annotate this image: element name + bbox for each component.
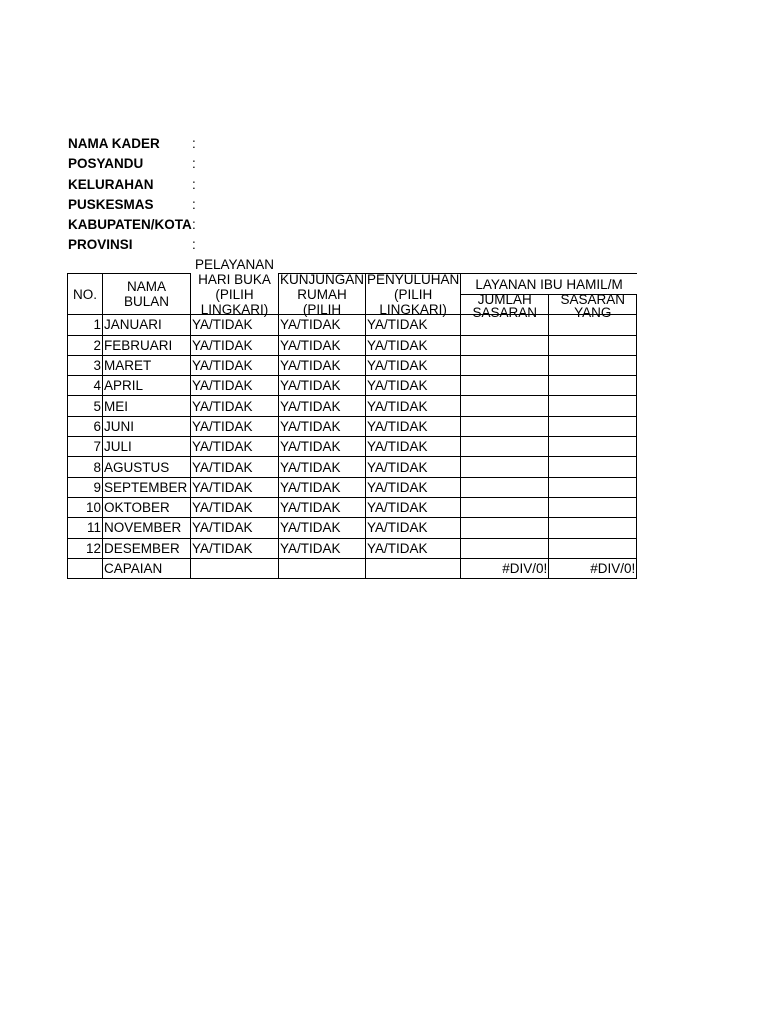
table-row bbox=[68, 457, 637, 477]
field-colon: : bbox=[192, 136, 196, 151]
row-jumlah bbox=[461, 497, 549, 517]
row-kunjungan: YA/TIDAK bbox=[279, 497, 366, 517]
row-pelayanan: YA/TIDAK bbox=[191, 437, 279, 457]
capaian-penyuluhan bbox=[366, 558, 461, 578]
field-label: POSYANDU bbox=[68, 156, 144, 172]
row-bulan: JANUARI bbox=[103, 315, 191, 335]
row-penyuluhan: YA/TIDAK bbox=[366, 335, 461, 355]
row-sasaran bbox=[549, 396, 637, 416]
field-label: KABUPATEN/KOTA bbox=[68, 217, 192, 233]
row-jumlah bbox=[461, 538, 549, 558]
table-row bbox=[68, 538, 637, 558]
row-bulan: JUNI bbox=[103, 416, 191, 436]
row-jumlah bbox=[461, 477, 549, 497]
row-penyuluhan: YA/TIDAK bbox=[366, 416, 461, 436]
capaian-label: CAPAIAN bbox=[103, 558, 191, 578]
row-penyuluhan: YA/TIDAK bbox=[366, 315, 461, 335]
row-no: 7 bbox=[68, 437, 103, 457]
row-no: 3 bbox=[68, 355, 103, 375]
row-kunjungan: YA/TIDAK bbox=[279, 396, 366, 416]
row-bulan: OKTOBER bbox=[103, 497, 191, 517]
field-colon: : bbox=[192, 217, 196, 233]
row-bulan: APRIL bbox=[103, 376, 191, 396]
row-jumlah bbox=[461, 416, 549, 436]
header-jumlah-sasaran: JUMLAH SASARAN bbox=[461, 295, 549, 315]
row-no: 8 bbox=[68, 457, 103, 477]
row-jumlah bbox=[461, 518, 549, 538]
row-pelayanan: YA/TIDAK bbox=[191, 315, 279, 335]
row-penyuluhan: YA/TIDAK bbox=[366, 437, 461, 457]
row-sasaran bbox=[549, 477, 637, 497]
row-kunjungan: YA/TIDAK bbox=[279, 335, 366, 355]
row-no: 2 bbox=[68, 335, 103, 355]
row-sasaran bbox=[549, 355, 637, 375]
row-penyuluhan: YA/TIDAK bbox=[366, 538, 461, 558]
table-row bbox=[68, 437, 637, 457]
capaian-pelayanan bbox=[191, 558, 279, 578]
field-colon: : bbox=[192, 156, 196, 172]
row-bulan: JULI bbox=[103, 437, 191, 457]
row-kunjungan: YA/TIDAK bbox=[279, 416, 366, 436]
row-bulan: MARET bbox=[103, 355, 191, 375]
row-kunjungan: YA/TIDAK bbox=[279, 315, 366, 335]
field-colon: : bbox=[192, 196, 196, 212]
row-bulan: SEPTEMBER bbox=[103, 477, 191, 497]
row-bulan: FEBRUARI bbox=[103, 335, 191, 355]
header-sasaran-yang: SASARAN YANG bbox=[549, 295, 637, 315]
row-kunjungan: YA/TIDAK bbox=[279, 518, 366, 538]
header-nama-bulan: NAMA BULAN bbox=[103, 274, 191, 315]
row-sasaran bbox=[549, 376, 637, 396]
capaian-sasaran: #DIV/0! bbox=[549, 558, 637, 578]
row-bulan: NOVEMBER bbox=[103, 518, 191, 538]
table-row bbox=[68, 355, 637, 375]
row-kunjungan: YA/TIDAK bbox=[279, 355, 366, 375]
table-row bbox=[68, 315, 637, 335]
row-no: 1 bbox=[68, 315, 103, 335]
monthly-report-table bbox=[67, 256, 637, 579]
field-colon: : bbox=[192, 237, 196, 253]
field-colon: : bbox=[192, 176, 196, 192]
row-kunjungan: YA/TIDAK bbox=[279, 538, 366, 558]
capaian-jumlah: #DIV/0! bbox=[461, 558, 549, 578]
table-row bbox=[68, 376, 637, 396]
row-kunjungan: YA/TIDAK bbox=[279, 457, 366, 477]
field-label: PROVINSI bbox=[68, 237, 133, 253]
capaian-no bbox=[68, 558, 103, 578]
row-penyuluhan: YA/TIDAK bbox=[366, 518, 461, 538]
row-pelayanan: YA/TIDAK bbox=[191, 355, 279, 375]
row-pelayanan: YA/TIDAK bbox=[191, 538, 279, 558]
row-sasaran bbox=[549, 457, 637, 477]
field-label: KELURAHAN bbox=[68, 176, 154, 192]
row-no: 4 bbox=[68, 376, 103, 396]
row-jumlah bbox=[461, 335, 549, 355]
row-no: 11 bbox=[68, 518, 103, 538]
row-no: 5 bbox=[68, 396, 103, 416]
row-sasaran bbox=[549, 497, 637, 517]
row-penyuluhan: YA/TIDAK bbox=[366, 376, 461, 396]
row-pelayanan: YA/TIDAK bbox=[191, 518, 279, 538]
row-pelayanan: YA/TIDAK bbox=[191, 416, 279, 436]
field-label: PUSKESMAS bbox=[68, 196, 154, 212]
row-no: 6 bbox=[68, 416, 103, 436]
row-no: 10 bbox=[68, 497, 103, 517]
row-pelayanan: YA/TIDAK bbox=[191, 477, 279, 497]
row-jumlah bbox=[461, 437, 549, 457]
capaian-kunjungan bbox=[279, 558, 366, 578]
row-pelayanan: YA/TIDAK bbox=[191, 376, 279, 396]
row-penyuluhan: YA/TIDAK bbox=[366, 457, 461, 477]
header-no: NO. bbox=[68, 274, 103, 315]
row-kunjungan: YA/TIDAK bbox=[279, 477, 366, 497]
row-bulan: DESEMBER bbox=[103, 538, 191, 558]
row-sasaran bbox=[549, 335, 637, 355]
row-pelayanan: YA/TIDAK bbox=[191, 335, 279, 355]
row-kunjungan: YA/TIDAK bbox=[279, 437, 366, 457]
row-bulan: AGUSTUS bbox=[103, 457, 191, 477]
row-jumlah bbox=[461, 457, 549, 477]
field-label: NAMA KADER bbox=[68, 136, 160, 151]
header-kunjungan: KUNJUNGAN RUMAH (PILIH bbox=[280, 271, 365, 317]
row-sasaran bbox=[549, 416, 637, 436]
table-row bbox=[68, 518, 637, 538]
row-no: 12 bbox=[68, 538, 103, 558]
row-sasaran bbox=[549, 518, 637, 538]
row-pelayanan: YA/TIDAK bbox=[191, 396, 279, 416]
row-jumlah bbox=[461, 396, 549, 416]
table-row bbox=[68, 335, 637, 355]
row-penyuluhan: YA/TIDAK bbox=[366, 396, 461, 416]
row-jumlah bbox=[461, 355, 549, 375]
header-layanan-group: LAYANAN IBU HAMIL/M bbox=[461, 274, 637, 295]
table-row bbox=[68, 477, 637, 497]
header-pelayanan: PELAYANAN HARI BUKA (PILIH LINGKARI) bbox=[191, 274, 279, 315]
table-row bbox=[68, 416, 637, 436]
row-no: 9 bbox=[68, 477, 103, 497]
row-pelayanan: YA/TIDAK bbox=[191, 457, 279, 477]
row-penyuluhan: YA/TIDAK bbox=[366, 497, 461, 517]
row-sasaran bbox=[549, 437, 637, 457]
row-penyuluhan: YA/TIDAK bbox=[366, 477, 461, 497]
table-row bbox=[68, 396, 637, 416]
header-penyuluhan: PENYULUHAN (PILIH LINGKARI) bbox=[367, 271, 460, 317]
row-penyuluhan: YA/TIDAK bbox=[366, 355, 461, 375]
row-bulan: MEI bbox=[103, 396, 191, 416]
row-jumlah bbox=[461, 376, 549, 396]
table-row bbox=[68, 497, 637, 517]
row-pelayanan: YA/TIDAK bbox=[191, 497, 279, 517]
row-sasaran bbox=[549, 538, 637, 558]
capaian-row bbox=[68, 558, 637, 578]
row-kunjungan: YA/TIDAK bbox=[279, 376, 366, 396]
